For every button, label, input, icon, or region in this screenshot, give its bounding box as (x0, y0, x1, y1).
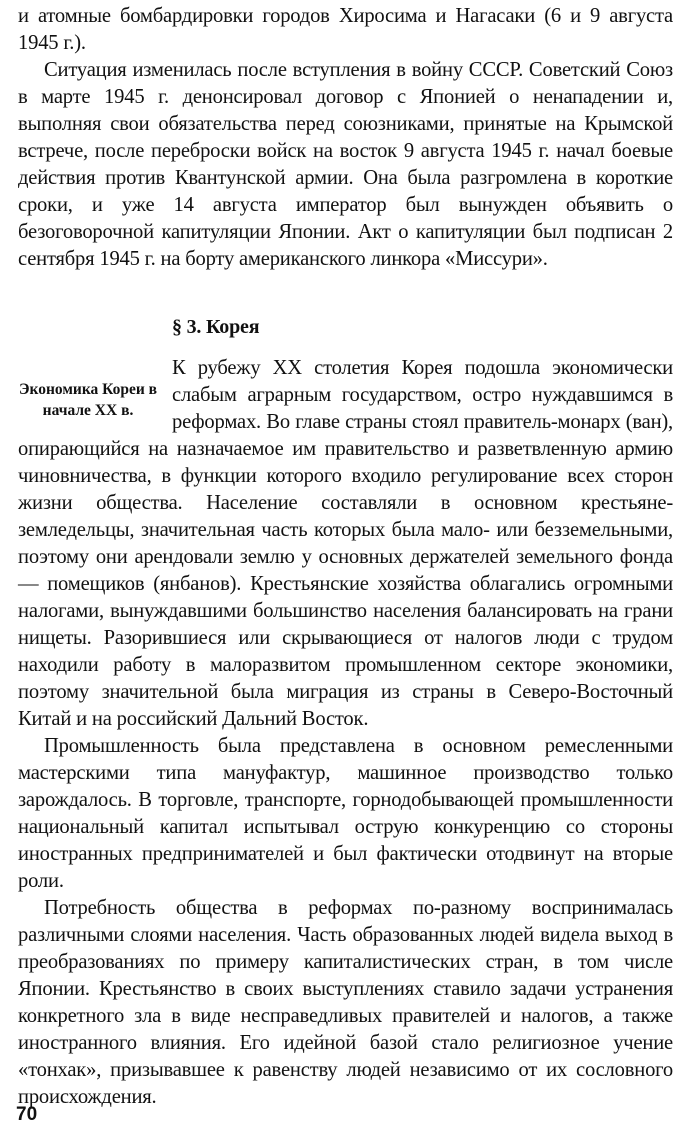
section-heading: § 3. Корея (172, 316, 260, 338)
paragraph-atomic-bombings: и атомные бомбардировки городов Хиросима и Нагасаки (6 и 9 августа 1945 г.). (18, 5, 673, 54)
paragraph-korea-economy: К рубежу XX столетия Корея подошла экономически слабым аграрным государством, остро нуждавшимся в реформах. Во главе страны стоял правитель-монарх (ван), опирающийся на назначаемое им правительство и разветвленную армию чиновничества, в функции которого входило регулирование всех сторон жизни общества. Население составляли в основном крестьяне-земледельцы, значительная часть которых была мало- или безземельными, поэтому они арендовали землю у основных держателей земельного фонда — помещиков (янбанов). Крестьянские хозяйства облагались огромными налогами, вынуждавшими большинство населения балансировать на грани нищеты. Разорившиеся или скрывающиеся от налогов люди с трудом находили работу в малоразвитом промышленном секторе экономики, поэтому значительной была миграция из страны в Северо-Восточный Китай и на российский Дальний Восток. (18, 357, 673, 730)
paragraph-korea-reforms: Потребность общества в реформах по-разному воспринималась различными слоями населения. Часть образованных людей видела выход в преобразованиях по примеру капиталистических стран, в том числе Японии. Крестьянство в своих выступлениях ставило задачи устранения конкретного зла в виде несправедливых правителей и налогов, а также иностранного влияния. Его идейной базой стало религиозное учение «тонхак», призывавшее к равенству людей независимо от их сословного происхождения. (18, 897, 673, 1108)
paragraph-korea-industry: Промышленность была представлена в основном ремесленными мастерскими типа мануфактур, машинное производство только зарождалось. В торговле, транспорте, горнодобывающей промышленности национальный капитал испытывал острую конкуренцию со стороны иностранных предпринимателей и был фактически отодвинут на вторые роли. (18, 735, 673, 892)
korea-section-text (18, 355, 673, 1111)
page-number: 70 (16, 1104, 38, 1125)
continued-text-block (18, 3, 673, 273)
margin-note: Экономика Кореи в начале XX в. (18, 381, 158, 419)
paragraph-ussr-war-entry: Ситуация изменилась после вступления в войну СССР. Советский Союз в марте 1945 г. денонсировал договор с Японией о ненападении и, выполняя свои обязательства перед союзниками, принятые на Крымской встрече, после переброски войск на восток 9 августа 1945 г. начал боевые действия против Квантунской армии. Она была разгромлена в короткие сроки, и уже 14 августа император был вынужден объявить о безоговорочной капитуляции Японии. Акт о капитуляции был подписан 2 сентября 1945 г. на борту американского линкора «Миссури». (18, 59, 673, 270)
